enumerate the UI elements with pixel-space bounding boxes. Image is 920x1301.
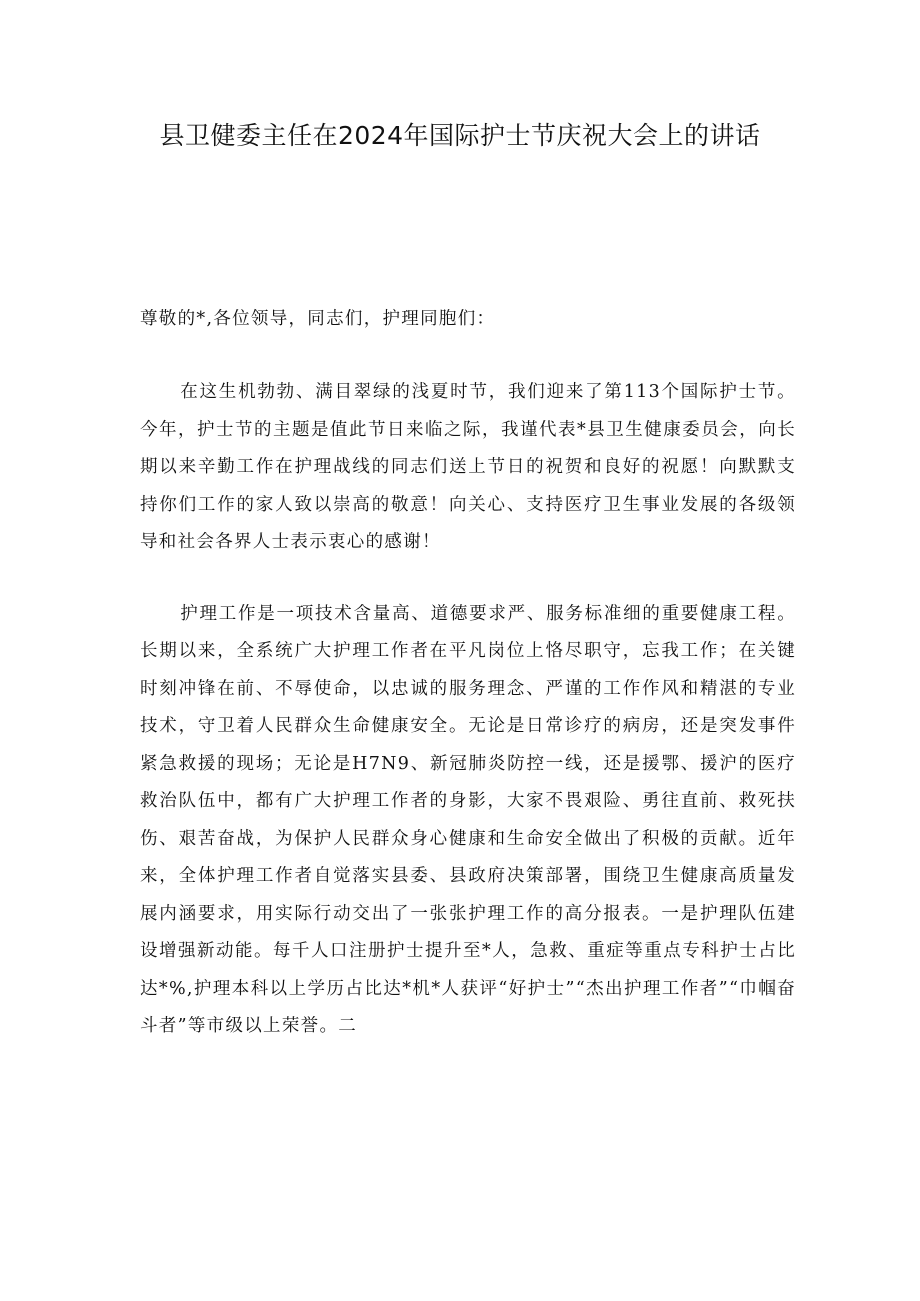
- paragraph-2: 护理工作是一项技术含量高、道德要求严、服务标准细的重要健康工程。长期以来，全系统广大护理工作者在平凡岗位上恪尽职守，忘我工作；在关键时刻冲锋在前、不辱使命，以忠诚的服务理念、严谨的工作作风和精湛的专业技术，守卫着人民群众生命健康安全。无论是日常诊疗的病房，还是突发事件紧急救援的现场；无论是H7N9、新冠肺炎防控一线，还是援鄂、援沪的医疗救治队伍中，都有广大护理工作者的身影，大家不畏艰险、勇往直前、救死扶伤、艰苦奋战，为保护人民群众身心健康和生命安全做出了积极的贡献。近年来，全体护理工作者自觉落实县委、县政府决策部署，围绕卫生健康高质量发展内涵要求，用实际行动交出了一张张护理工作的高分报表。一是护理队伍建设增强新动能。每千人口注册护士提升至*人，急救、重症等重点专科护士占比达*%,护理本科以上学历占比达*机*人获评“好护士”“杰出护理工作者”“巾帼奋斗者”等市级以上荣誉。二: [140, 603, 796, 1036]
- paragraph-1: 在这生机勃勃、满目翠绿的浅夏时节，我们迎来了第113个国际护士节。今年，护士节的主题是值此节日来临之际，我谨代表*县卫生健康委员会，向长期以来辛勤工作在护理战线的同志们送上节日的祝贺和良好的祝愿！向默默支持你们工作的家人致以崇高的敬意！向关心、支持医疗卫生事业发展的各级领导和社会各界人士表示衷心的感谢！: [140, 382, 796, 552]
- document-title: 县卫健委主任在2024年国际护士节庆祝大会上的讲话: [159, 121, 761, 150]
- salutation: 尊敬的*,各位领导，同志们，护理同胞们：: [140, 309, 496, 329]
- document-body: [140, 302, 796, 1046]
